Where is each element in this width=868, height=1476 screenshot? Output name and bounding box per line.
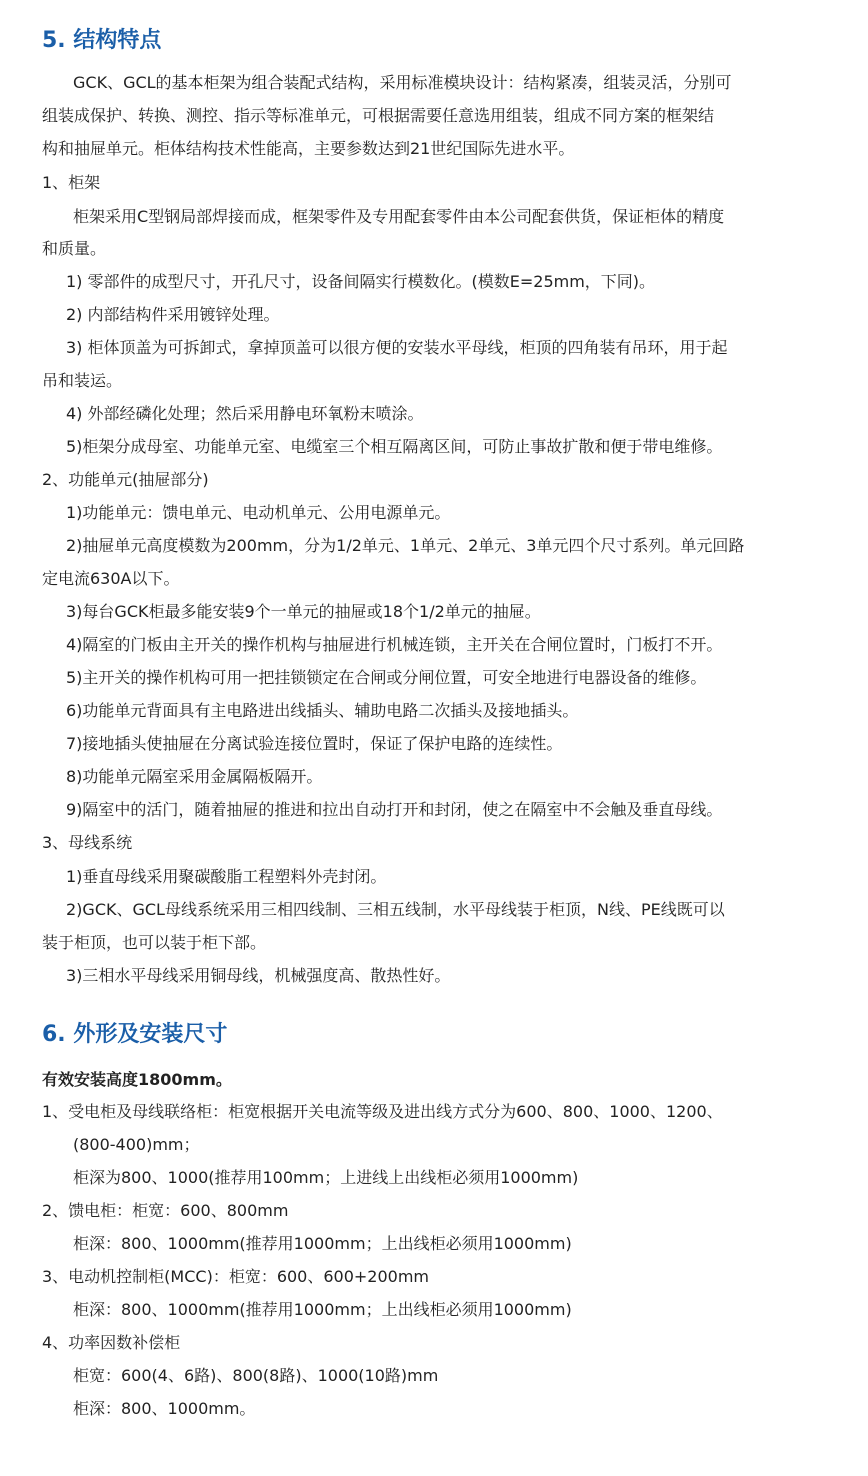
dim-line-10: 柜深：800、1000mm。 — [73, 1399, 256, 1418]
unit-item-6: 6)功能单元背面具有主电路进出线插头、辅助电路二次插头及接地插头。 — [66, 701, 579, 720]
frame-heading: 1、柜架 — [42, 173, 101, 192]
intro-line-1: GCK、GCL的基本柜架为组合装配式结构，采用标准模块设计：结构紧凑，组装灵活，分别可 — [73, 73, 732, 92]
dim-line-9: 柜宽：600(4、6路)、800(8路)、1000(10路)mm — [73, 1366, 439, 1385]
dim-line-7: 柜深：800、1000mm(推荐用1000mm；上出线柜必须用1000mm) — [73, 1300, 572, 1319]
dim-line-5: 柜深：800、1000mm(推荐用1000mm；上出线柜必须用1000mm) — [73, 1234, 572, 1253]
frame-item-4: 4) 外部经磷化处理；然后采用静电环氧粉末喷涂。 — [66, 404, 424, 423]
unit-item-3: 3)每台GCK柜最多能安装9个一单元的抽屉或18个1/2单元的抽屉。 — [66, 602, 541, 621]
frame-item-2: 2) 内部结构件采用镀锌处理。 — [66, 305, 280, 324]
install-height-note: 有效安装高度1800mm。 — [42, 1070, 232, 1089]
frame-item-3: 3) 柜体顶盖为可拆卸式，拿掉顶盖可以很方便的安装水平母线，柜顶的四角装有吊环，用于起 — [66, 338, 728, 357]
busbar-item-2: 2)GCK、GCL母线系统采用三相四线制、三相五线制，水平母线装于柜顶，N线、PE线既可以 — [66, 900, 725, 919]
dim-line-3: 柜深为800、1000(推荐用100mm；上进线上出线柜必须用1000mm) — [73, 1168, 579, 1187]
frame-item-5: 5)柜架分成母室、功能单元室、电缆室三个相互隔离区间，可防止事故扩散和便于带电维修。 — [66, 437, 723, 456]
intro-line-3: 构和抽屉单元。柜体结构技术性能高，主要参数达到21世纪国际先进水平。 — [42, 139, 575, 158]
frame-item-1: 1) 零部件的成型尺寸，开孔尺寸，设备间隔实行模数化。(模数E=25mm，下同)。 — [66, 272, 656, 291]
unit-heading: 2、功能单元(抽屉部分) — [42, 470, 209, 489]
unit-item-8: 8)功能单元隔室采用金属隔板隔开。 — [66, 767, 323, 786]
unit-item-2-cont: 定电流630A以下。 — [42, 569, 180, 588]
unit-item-9: 9)隔室中的活门，随着抽屉的推进和拉出自动打开和封闭，使之在隔室中不会触及垂直母线。 — [66, 800, 723, 819]
unit-item-7: 7)接地插头使抽屉在分离试验连接位置时，保证了保护电路的连续性。 — [66, 734, 563, 753]
busbar-item-3: 3)三相水平母线采用铜母线，机械强度高、散热性好。 — [66, 966, 451, 985]
unit-item-4: 4)隔室的门板由主开关的操作机构与抽屉进行机械连锁，主开关在合闸位置时，门板打不开。 — [66, 635, 723, 654]
unit-item-1: 1)功能单元：馈电单元、电动机单元、公用电源单元。 — [66, 503, 451, 522]
dim-line-4: 2、馈电柜：柜宽：600、800mm — [42, 1201, 289, 1220]
busbar-item-2-cont: 装于柜顶，也可以装于柜下部。 — [42, 933, 267, 952]
frame-desc-2: 和质量。 — [42, 239, 107, 258]
unit-item-2: 2)抽屉单元高度模数为200mm，分为1/2单元、1单元、2单元、3单元四个尺寸系列。单元回路 — [66, 536, 745, 555]
unit-item-5: 5)主开关的操作机构可用一把挂锁锁定在合闸或分闸位置，可安全地进行电器设备的维修。 — [66, 668, 707, 687]
section-6-title: 6. 外形及安装尺寸 — [42, 1022, 228, 1047]
dim-line-1: 1、受电柜及母线联络柜：柜宽根据开关电流等级及进出线方式分为600、800、1000、1200、 — [42, 1102, 723, 1121]
frame-desc-1: 柜架采用C型钢局部焊接而成，框架零件及专用配套零件由本公司配套供货，保证柜体的精度 — [73, 207, 725, 226]
section-5-title: 5. 结构特点 — [42, 28, 162, 53]
intro-line-2: 组装成保护、转换、测控、指示等标准单元，可根据需要任意选用组装，组成不同方案的框架结 — [42, 106, 715, 125]
dim-line-8: 4、功率因数补偿柜 — [42, 1333, 181, 1352]
busbar-heading: 3、母线系统 — [42, 833, 133, 852]
dim-line-2: (800-400)mm； — [73, 1135, 200, 1154]
busbar-item-1: 1)垂直母线采用聚碳酸脂工程塑料外壳封闭。 — [66, 867, 387, 886]
frame-item-3-cont: 吊和装运。 — [42, 371, 123, 390]
dim-line-6: 3、电动机控制柜(MCC)：柜宽：600、600+200mm — [42, 1267, 430, 1286]
